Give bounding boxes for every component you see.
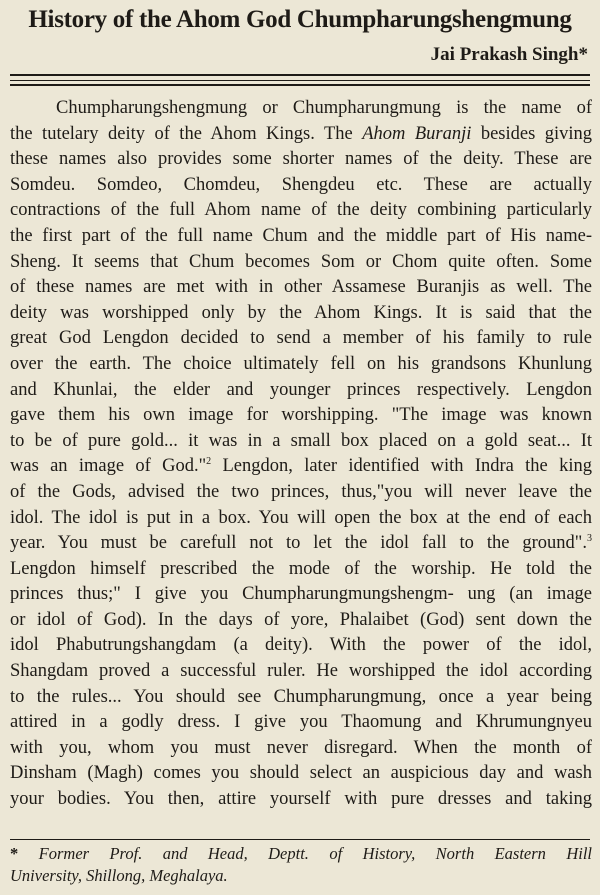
- body-line: the tutelary deity of the Ahom Kings. The Ahom Buranji besides giving: [10, 123, 592, 144]
- body-line: idol Phabutrungshangdam (a deity). With the power of the idol,: [10, 635, 592, 656]
- header-rule-bottom: [10, 84, 590, 86]
- body-line: these names also provides some shorter names of the deity. These are: [10, 149, 592, 170]
- footnote-line: * Former Prof. and Head, Deptt. of History, North Eastern Hill: [10, 844, 592, 863]
- body-line: of these names are met with in other Assamese Buranjis as well. The: [10, 277, 592, 298]
- body-line: Dinsham (Magh) comes you should select an auspicious day and wash: [10, 763, 592, 784]
- article-title: History of the Ahom God Chumpharungshengmung: [28, 6, 572, 33]
- body-line: Somdeu. Somdeo, Chomdeu, Shengdeu etc. These are actually: [10, 174, 592, 195]
- body-line: the first part of the full name Chum and the middle part of His name-: [10, 225, 592, 246]
- body-line: Shangdam proved a successful ruler. He worshipped the idol according: [10, 661, 592, 682]
- footnote-marker: *: [10, 844, 19, 863]
- body-line: to the rules... You should see Chumpharungmung, once a year being: [10, 686, 592, 707]
- body-line: of the Gods, advised the two princes, thus,"you will never leave the: [10, 481, 592, 502]
- footnote-ref: 3: [587, 532, 592, 544]
- body-line: attired in a godly dress. I give you Thaomung and Khrumungnyeu: [10, 712, 592, 733]
- body-line: princes thus;" I give you Chumpharungmungshengm- ung (an image: [10, 584, 592, 605]
- body-line: gave them his own image for worshipping. "The image was known: [10, 405, 592, 426]
- body-line: with you, whom you must never disregard. When the month of: [10, 737, 592, 758]
- body-line: or idol of God). In the days of yore, Phalaibet (God) sent down the: [10, 609, 592, 630]
- header-rule-middle: [10, 80, 590, 81]
- footnote-ref: 2: [206, 456, 212, 468]
- body-line: Sheng. It seems that Chum becomes Som or Chom quite often. Some: [10, 251, 592, 272]
- footnote: [10, 843, 592, 887]
- article-author: Jai Prakash Singh*: [430, 44, 588, 65]
- body-line: Chumpharungshengmung or Chumpharungmung is the name of: [56, 98, 592, 118]
- header-rule-top: [10, 74, 590, 76]
- italic-title: Ahom Buranji: [362, 123, 472, 144]
- body-line: great God Lengdon decided to send a member of his family to rule: [10, 328, 592, 349]
- body-line: and Khunlai, the elder and younger princes respectively. Lengdon: [10, 379, 592, 400]
- body-line: over the earth. The choice ultimately fell on his grandsons Khunlung: [10, 353, 592, 374]
- body-line: your bodies. You then, attire yourself with pure dresses and taking: [10, 789, 592, 810]
- body-line: Lengdon himself prescribed the mode of the worship. He told the: [10, 558, 592, 579]
- footnote-line: University, Shillong, Meghalaya.: [10, 866, 228, 885]
- footnote-rule: [10, 839, 590, 840]
- body-line: deity was worshipped only by the Ahom Kings. It is said that the: [10, 302, 592, 323]
- body-line: was an image of God."$^2$ Lengdon, later identified with Indra the king: [10, 456, 592, 477]
- body-line: idol. The idol is put in a box. You will open the box at the end of each: [10, 507, 592, 528]
- article-body: [10, 96, 592, 813]
- body-line: contractions of the full Ahom name of the deity combining particularly: [10, 200, 592, 221]
- body-line: year. You must be carefull not to let the idol fall to the ground".$^3$: [10, 532, 592, 554]
- body-line: to be of pure gold... it was in a small box placed on a gold seat... It: [10, 430, 592, 451]
